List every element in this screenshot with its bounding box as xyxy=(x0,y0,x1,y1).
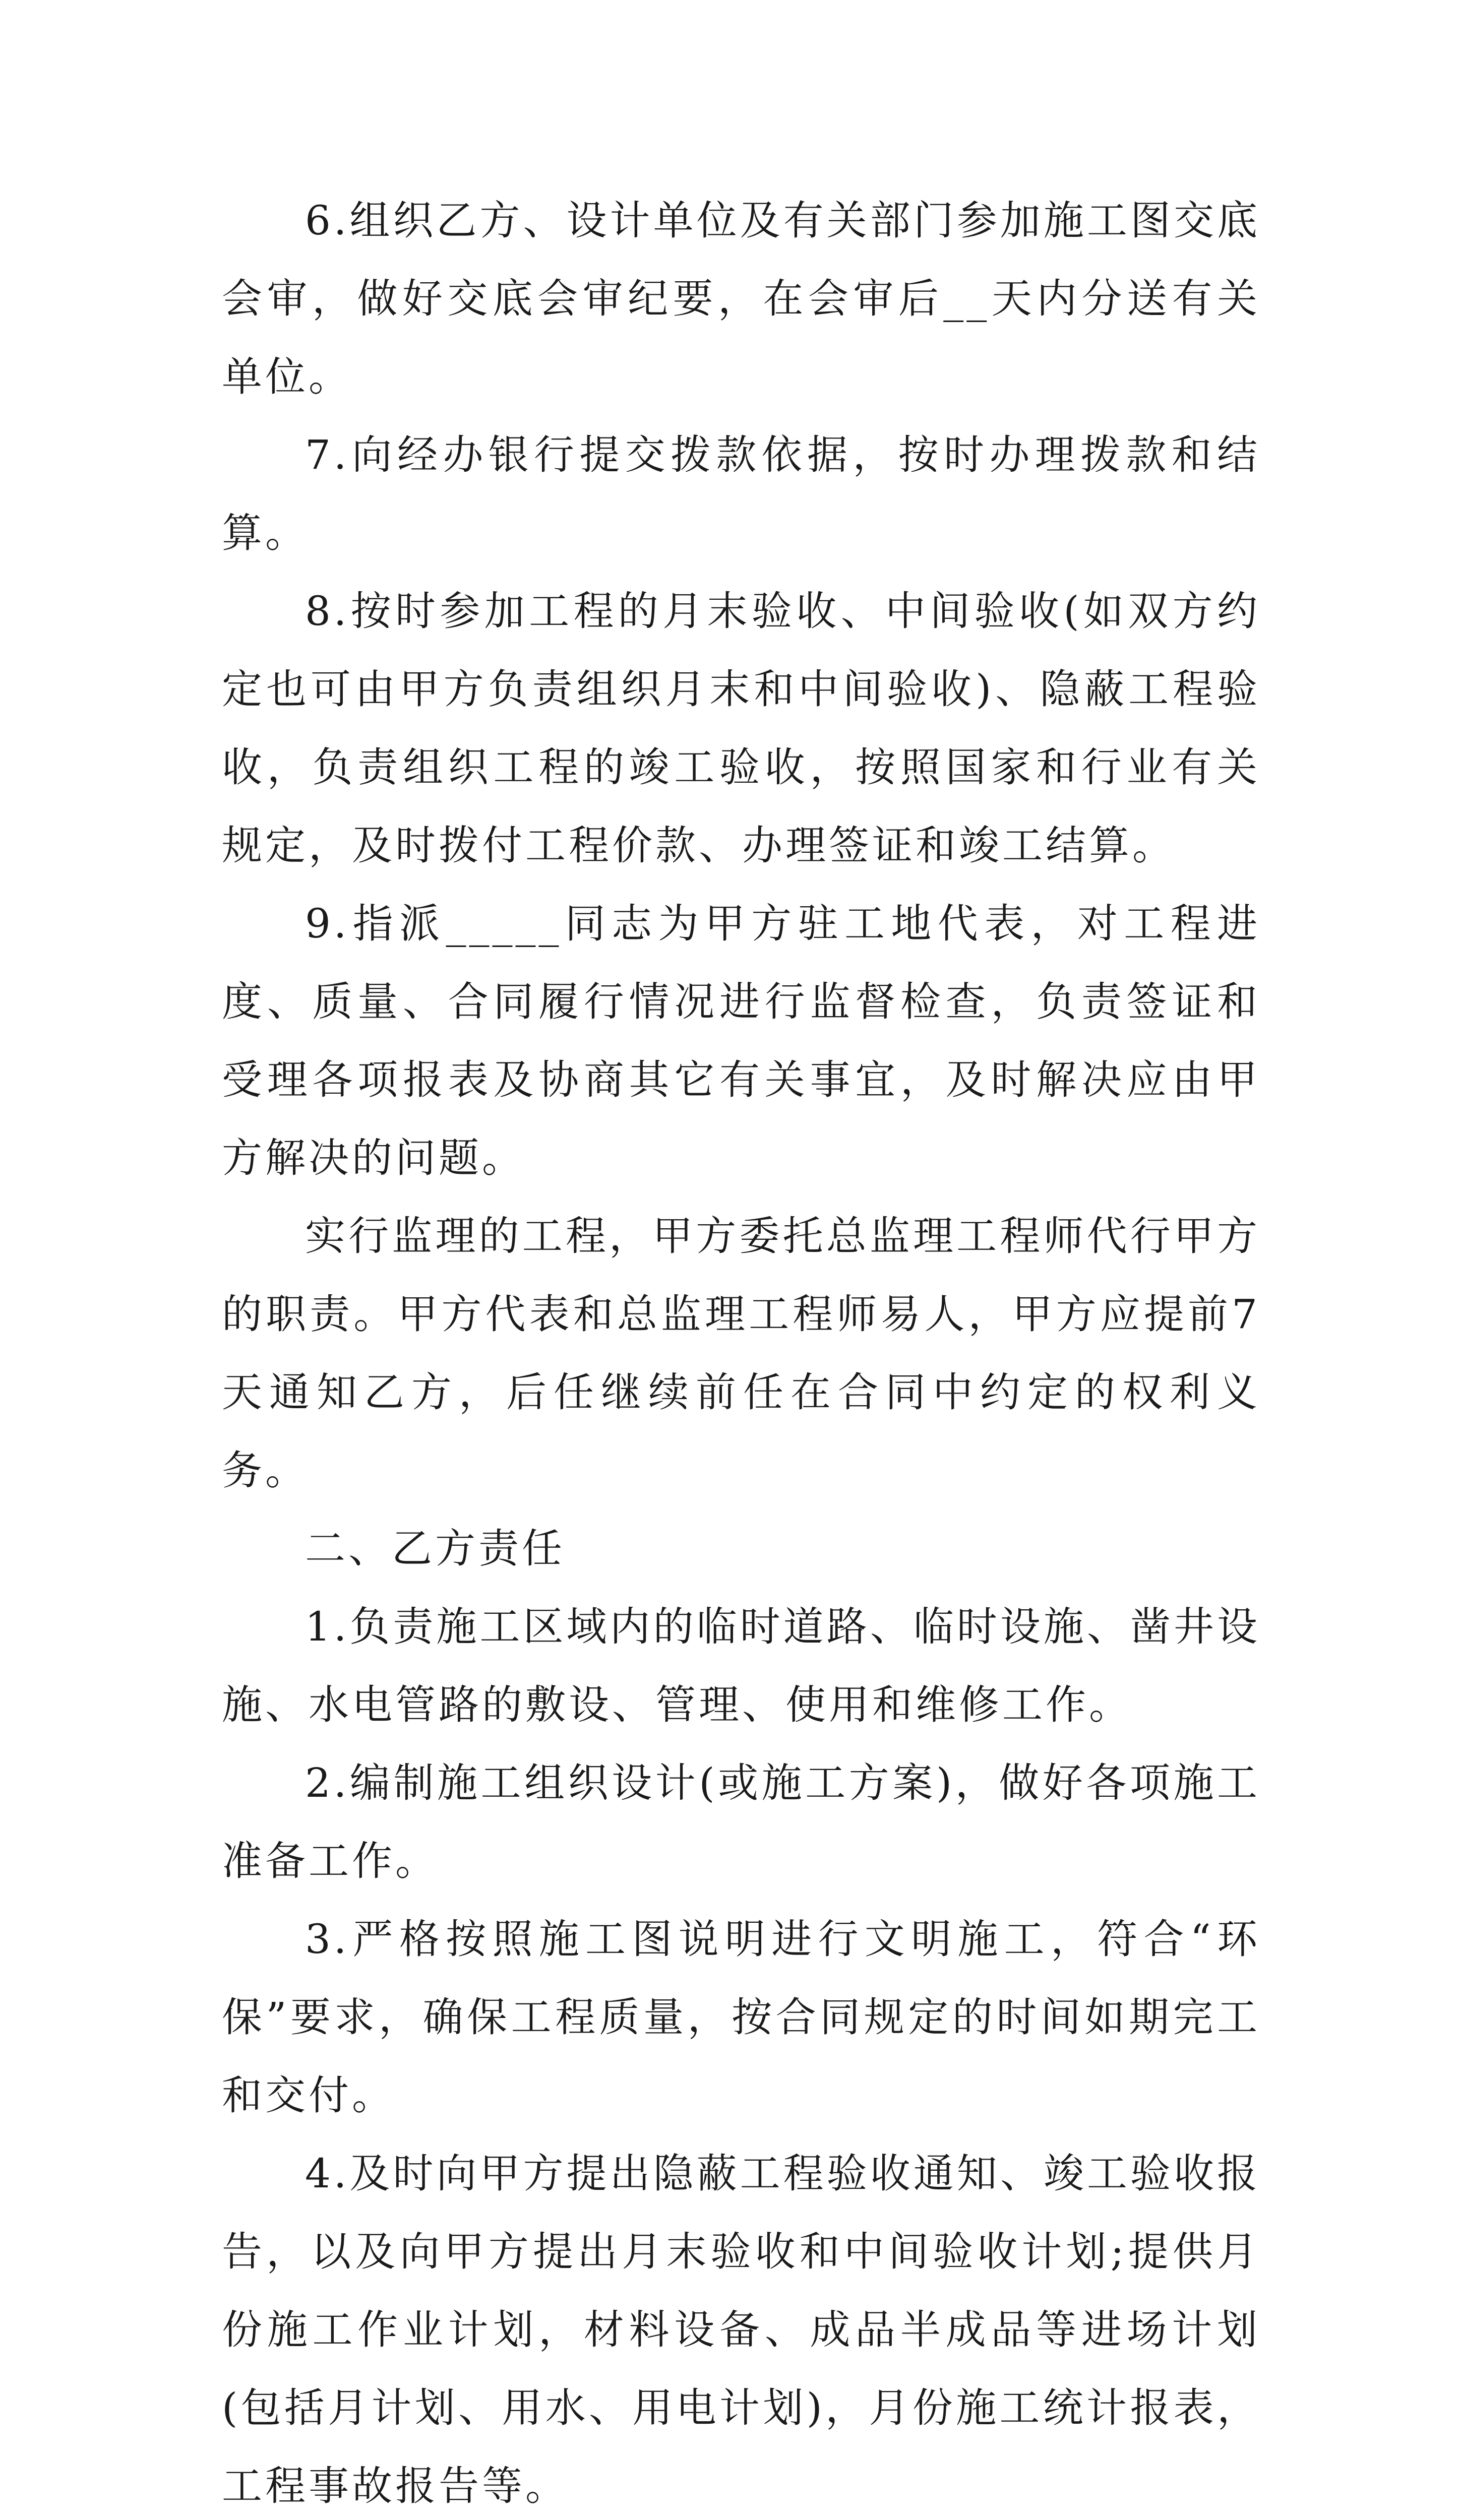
paragraph-clause-9: 9.指派_____同志为甲方驻工地代表，对工程进度、质量、合同履行情况进行监督检查，负责签证和受理各项报表及协商其它有关事宜，及时解决应由甲方解决的问题。 xyxy=(222,900,1260,1181)
section-heading-party-b: 二、乙方责任 xyxy=(305,1525,565,1572)
paragraph-b-clause-2: 2.编制施工组织设计(或施工方案)，做好各项施工准备工作。 xyxy=(222,1759,1260,1884)
document-body xyxy=(222,181,1260,2520)
paragraph-b-clause-3: 3.严格按照施工图说明进行文明施工，符合“环保”要求，确保工程质量，按合同规定的时间如期完工和交付。 xyxy=(222,1916,1260,2119)
paragraph-b-clause-4: 4.及时向甲方提出隐蔽工程验收通知、竣工验收报告，以及向甲方提出月末验收和中间验收计划;提供月份施工作业计划，材料设备、成品半成品等进场计划(包括月计划、用水、用电计划)，月份施工统计报表，工程事故报告等。 xyxy=(222,2150,1260,2509)
paragraph-clause-6: 6.组织乙方、设计单位及有关部门参加施工图交底会审，做好交底会审纪要，在会审后__天内分送有关单位。 xyxy=(222,197,1260,400)
paragraph-clause-8: 8.按时参加工程的月末验收、中间验收(如双方约定也可由甲方负责组织月末和中间验收)、隐蔽工程验收，负责组织工程的竣工验收，按照国家和行业有关规定，及时拨付工程价款、办理签证和竣工结算。 xyxy=(222,588,1260,869)
paragraph-b-clause-1: 1.负责施工区域内的临时道路、临时设施、凿井设施、水电管路的敷设、管理、使用和维修工作。 xyxy=(222,1603,1260,1728)
paragraph-clause-7: 7.向经办银行提交拨款依据，按时办理拨款和结算。 xyxy=(222,431,1260,556)
paragraph-supervision: 实行监理的工程，甲方委托总监理工程师代行甲方的职责。甲方代表和总监理工程师易人，甲方应提前7天通知乙方，后任继续前任在合同中约定的权利义务。 xyxy=(222,1213,1260,1494)
